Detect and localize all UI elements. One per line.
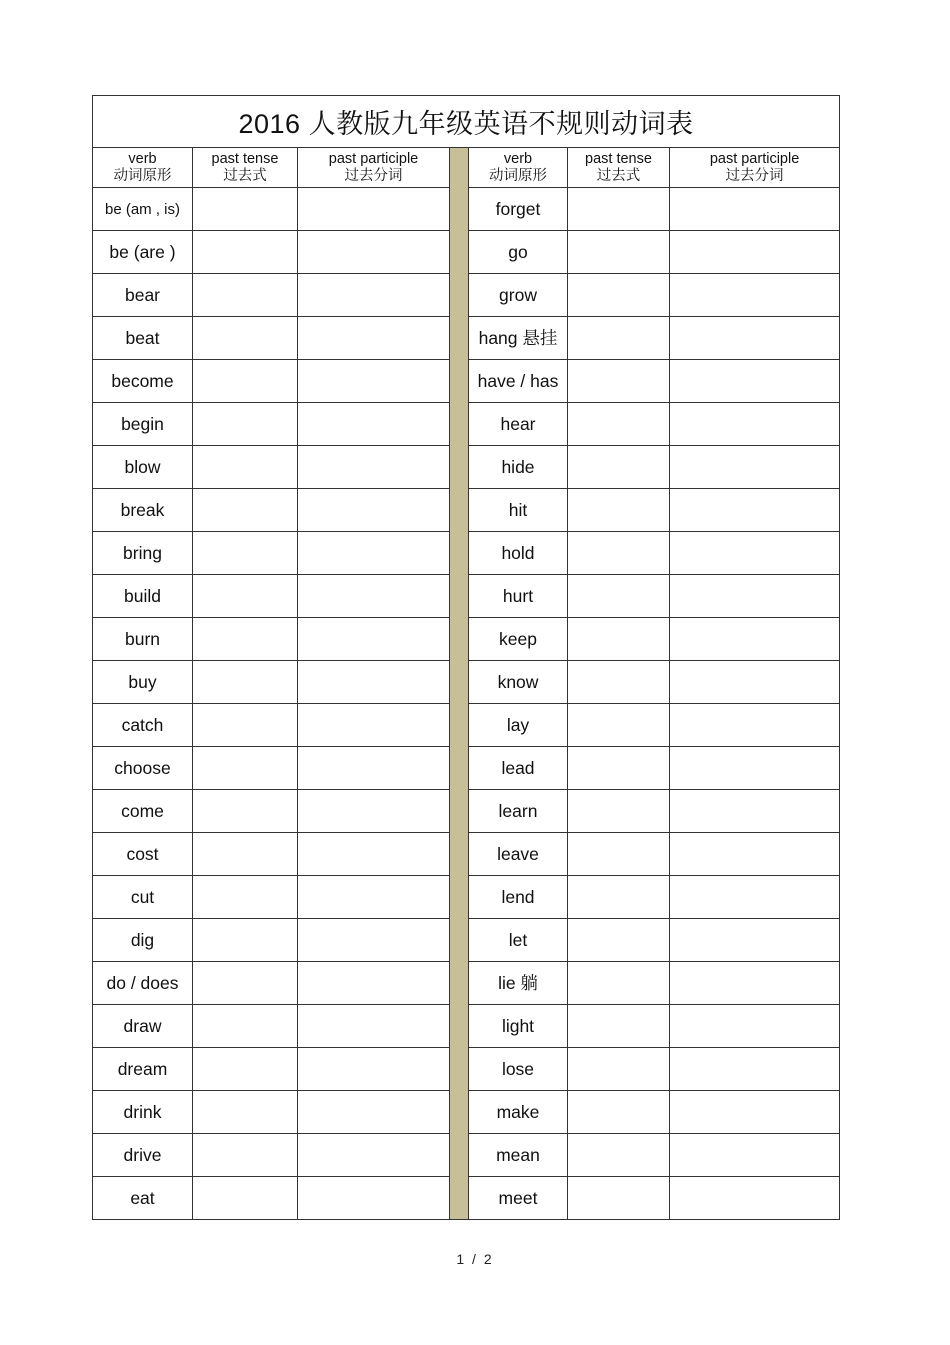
past-tense-blank-left [193, 446, 298, 489]
verb-base-right: lose [469, 1048, 568, 1091]
past-participle-blank-left [298, 833, 450, 876]
past-participle-blank-right [670, 1177, 840, 1220]
past-tense-blank-right [568, 962, 670, 1005]
header-verb-en: verb [128, 150, 157, 167]
header-pp-left [298, 148, 450, 188]
past-participle-blank-right [670, 618, 840, 661]
verb-base-left: cost [93, 833, 193, 876]
header-pp-right [670, 148, 840, 188]
past-tense-blank-right [568, 704, 670, 747]
past-participle-blank-right [670, 962, 840, 1005]
past-participle-blank-right [670, 704, 840, 747]
past-participle-blank-left [298, 919, 450, 962]
verb-table-page [92, 95, 839, 1220]
past-participle-blank-right [670, 360, 840, 403]
past-participle-blank-left [298, 747, 450, 790]
past-participle-blank-left [298, 446, 450, 489]
past-participle-blank-left [298, 1134, 450, 1177]
past-participle-blank-right [670, 1134, 840, 1177]
past-participle-blank-left [298, 790, 450, 833]
past-tense-blank-left [193, 747, 298, 790]
past-tense-blank-right [568, 1005, 670, 1048]
page-title: 2016 人教版九年级英语不规则动词表 [93, 96, 840, 148]
header-pp-en: past participle [709, 150, 800, 167]
past-tense-blank-left [193, 575, 298, 618]
past-participle-blank-left [298, 704, 450, 747]
verb-base-left: dig [93, 919, 193, 962]
verb-base-right: lay [469, 704, 568, 747]
past-participle-blank-left [298, 575, 450, 618]
verb-base-left: do / does [93, 962, 193, 1005]
header-past-en: past tense [211, 150, 279, 167]
verb-base-left: beat [93, 317, 193, 360]
past-tense-blank-right [568, 489, 670, 532]
past-participle-blank-right [670, 489, 840, 532]
past-participle-blank-left [298, 962, 450, 1005]
past-participle-blank-right [670, 403, 840, 446]
header-verb-en: verb [503, 150, 533, 167]
past-participle-blank-left [298, 1048, 450, 1091]
verb-base-right: have / has [469, 360, 568, 403]
verb-base-right: know [469, 661, 568, 704]
verb-base-right: hit [469, 489, 568, 532]
past-participle-blank-right [670, 661, 840, 704]
verb-base-left: become [93, 360, 193, 403]
verb-base-right: mean [469, 1134, 568, 1177]
past-tense-blank-right [568, 575, 670, 618]
verb-base-left: blow [93, 446, 193, 489]
past-participle-blank-left [298, 403, 450, 446]
past-participle-blank-right [670, 317, 840, 360]
past-tense-blank-right [568, 317, 670, 360]
past-participle-blank-right [670, 446, 840, 489]
verb-base-left: cut [93, 876, 193, 919]
verb-base-left: be (are ) [93, 231, 193, 274]
column-divider [450, 148, 469, 1220]
past-tense-blank-right [568, 790, 670, 833]
verb-base-left: catch [93, 704, 193, 747]
header-verb-zh: 动词原形 [113, 167, 172, 184]
past-tense-blank-right [568, 360, 670, 403]
past-tense-blank-right [568, 919, 670, 962]
verb-base-left: draw [93, 1005, 193, 1048]
past-tense-blank-right [568, 1091, 670, 1134]
verb-base-right: meet [469, 1177, 568, 1220]
header-past-right [568, 148, 670, 188]
past-participle-blank-left [298, 661, 450, 704]
past-tense-blank-left [193, 231, 298, 274]
past-participle-blank-left [298, 1005, 450, 1048]
verb-base-left: be (am , is) [93, 188, 193, 231]
past-participle-blank-right [670, 876, 840, 919]
header-verb-left [93, 148, 193, 188]
past-tense-blank-left [193, 876, 298, 919]
past-tense-blank-left [193, 532, 298, 575]
verb-base-right: hear [469, 403, 568, 446]
past-tense-blank-right [568, 274, 670, 317]
past-participle-blank-right [670, 1048, 840, 1091]
verb-base-left: dream [93, 1048, 193, 1091]
past-tense-blank-right [568, 1134, 670, 1177]
past-tense-blank-left [193, 1005, 298, 1048]
verb-base-right: hang 悬挂 [469, 317, 568, 360]
past-participle-blank-left [298, 876, 450, 919]
past-tense-blank-left [193, 833, 298, 876]
irregular-verb-table [92, 95, 840, 1220]
verb-base-left: break [93, 489, 193, 532]
verb-base-right: keep [469, 618, 568, 661]
past-participle-blank-right [670, 231, 840, 274]
past-participle-blank-right [670, 790, 840, 833]
past-tense-blank-left [193, 403, 298, 446]
page-indicator: 1 / 2 [456, 1251, 494, 1267]
past-participle-blank-right [670, 747, 840, 790]
past-participle-blank-left [298, 317, 450, 360]
past-tense-blank-left [193, 188, 298, 231]
past-participle-blank-right [670, 575, 840, 618]
past-tense-blank-right [568, 661, 670, 704]
past-participle-blank-left [298, 532, 450, 575]
past-tense-blank-right [568, 532, 670, 575]
past-tense-blank-right [568, 747, 670, 790]
verb-base-left: bear [93, 274, 193, 317]
header-past-en: past tense [585, 150, 652, 167]
verb-base-left: drive [93, 1134, 193, 1177]
past-participle-blank-left [298, 618, 450, 661]
verb-base-right: forget [469, 188, 568, 231]
header-pp-zh: 过去分词 [725, 167, 784, 184]
verb-base-left: bring [93, 532, 193, 575]
verb-base-right: lend [469, 876, 568, 919]
verb-base-right: learn [469, 790, 568, 833]
past-tense-blank-left [193, 317, 298, 360]
past-tense-blank-left [193, 274, 298, 317]
verb-base-right: make [469, 1091, 568, 1134]
verb-base-right: grow [469, 274, 568, 317]
header-pp-en: past participle [328, 150, 419, 167]
past-tense-blank-right [568, 446, 670, 489]
verb-base-left: eat [93, 1177, 193, 1220]
header-past-left [193, 148, 298, 188]
past-tense-blank-right [568, 833, 670, 876]
verb-base-right: lead [469, 747, 568, 790]
past-tense-blank-left [193, 919, 298, 962]
past-tense-blank-right [568, 1177, 670, 1220]
past-participle-blank-right [670, 532, 840, 575]
past-participle-blank-right [670, 919, 840, 962]
verb-base-right: lie 躺 [469, 962, 568, 1005]
verb-base-left: drink [93, 1091, 193, 1134]
verb-base-left: buy [93, 661, 193, 704]
past-tense-blank-left [193, 1134, 298, 1177]
past-tense-blank-right [568, 876, 670, 919]
verb-base-right: leave [469, 833, 568, 876]
verb-base-right: go [469, 231, 568, 274]
past-participle-blank-right [670, 188, 840, 231]
verb-base-right: let [469, 919, 568, 962]
past-tense-blank-left [193, 1048, 298, 1091]
past-tense-blank-right [568, 1048, 670, 1091]
past-tense-blank-left [193, 360, 298, 403]
header-verb-right [469, 148, 568, 188]
past-tense-blank-left [193, 489, 298, 532]
verb-base-right: hurt [469, 575, 568, 618]
header-past-zh: 过去式 [223, 167, 267, 184]
past-participle-blank-left [298, 1177, 450, 1220]
past-participle-blank-right [670, 833, 840, 876]
past-participle-blank-right [670, 274, 840, 317]
past-participle-blank-left [298, 1091, 450, 1134]
verb-base-right: light [469, 1005, 568, 1048]
header-verb-zh: 动词原形 [489, 167, 547, 184]
past-tense-blank-right [568, 231, 670, 274]
past-tense-blank-right [568, 188, 670, 231]
past-tense-blank-left [193, 790, 298, 833]
past-participle-blank-right [670, 1091, 840, 1134]
past-participle-blank-left [298, 188, 450, 231]
past-tense-blank-left [193, 704, 298, 747]
past-tense-blank-right [568, 403, 670, 446]
verb-base-right: hold [469, 532, 568, 575]
past-tense-blank-left [193, 618, 298, 661]
past-participle-blank-left [298, 489, 450, 532]
header-pp-zh: 过去分词 [344, 167, 403, 184]
past-tense-blank-left [193, 1177, 298, 1220]
header-past-zh: 过去式 [596, 167, 641, 184]
verb-base-left: choose [93, 747, 193, 790]
verb-base-right: hide [469, 446, 568, 489]
past-tense-blank-left [193, 962, 298, 1005]
verb-base-left: build [93, 575, 193, 618]
verb-base-left: begin [93, 403, 193, 446]
past-participle-blank-right [670, 1005, 840, 1048]
verb-base-left: come [93, 790, 193, 833]
past-tense-blank-left [193, 661, 298, 704]
past-participle-blank-left [298, 231, 450, 274]
past-tense-blank-right [568, 618, 670, 661]
past-tense-blank-left [193, 1091, 298, 1134]
past-participle-blank-left [298, 360, 450, 403]
past-participle-blank-left [298, 274, 450, 317]
verb-base-left: burn [93, 618, 193, 661]
